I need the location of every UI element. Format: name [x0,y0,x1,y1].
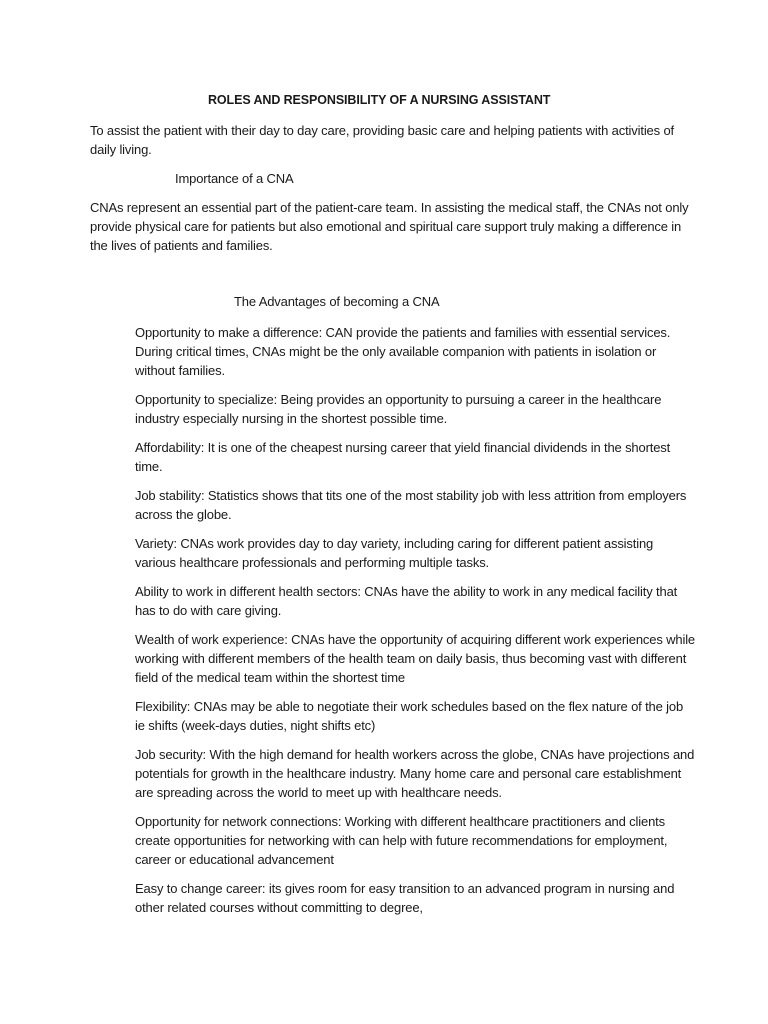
advantage-item: Variety: CNAs work provides day to day variety, including caring for different patient assisting various healthcare professionals and performing multiple tasks. [135,536,654,570]
advantage-item: Affordability: It is one of the cheapest nursing career that yield financial dividends in the shortest time. [135,440,671,474]
importance-heading: Importance of a CNA [175,171,294,186]
advantage-item: Job stability: Statistics shows that tits one of the most stability job with less attrition from employers across the globe. [135,488,687,522]
advantage-item: Wealth of work experience: CNAs have the opportunity of acquiring different work experiences while working with different members of the health team on daily basis, thus becoming vast with different field of the medical team within the shortest time [135,632,696,685]
advantages-list [135,323,695,927]
advantage-item: Flexibility: CNAs may be able to negotiate their work schedules based on the flex nature of the job ie shifts (week-days duties, night shifts etc) [135,699,684,733]
importance-paragraph: CNAs represent an essential part of the patient-care team. In assisting the medical staff, the CNAs not only provide physical care for patients but also emotional and spiritual care support truly making a difference in the lives of patients and families. [90,200,689,253]
advantage-item: Opportunity to specialize: Being provides an opportunity to pursuing a career in the healthcare industry especially nursing in the shortest possible time. [135,392,662,426]
advantage-item: Job security: With the high demand for health workers across the globe, CNAs have projections and potentials for growth in the healthcare industry. Many home care and personal care establishment are spreading across the world to meet up with healthcare needs. [135,747,695,800]
advantage-item: Opportunity to make a difference: CAN provide the patients and families with essential services. During critical times, CNAs might be the only available companion with patients in isolation or without families. [135,325,671,378]
advantage-item: Opportunity for network connections: Working with different healthcare practitioners and clients create opportunities for networking with can help with future recommendations for employment, career or educational advancement [135,814,668,867]
document-title: ROLES AND RESPONSIBILITY OF A NURSING ASSISTANT [208,93,551,107]
intro-paragraph: To assist the patient with their day to day care, providing basic care and helping patients with activities of daily living. [90,123,674,157]
advantage-item: Ability to work in different health sectors: CNAs have the ability to work in any medical facility that has to do with care giving. [135,584,678,618]
advantage-item: Easy to change career: its gives room for easy transition to an advanced program in nursing and other related courses without committing to degree, [135,881,675,915]
advantages-heading: The Advantages of becoming a CNA [234,294,440,309]
